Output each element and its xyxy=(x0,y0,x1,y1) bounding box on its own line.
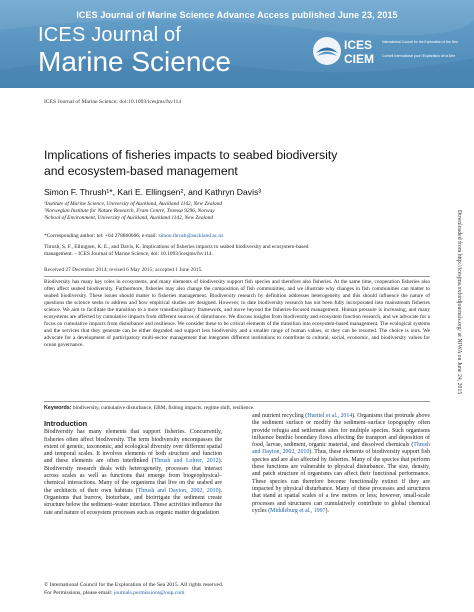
cite-as-line2: management. – ICES Journal of Marine Science, doi: 10.1093/icesjms/fsv114. xyxy=(44,251,213,257)
logo-ciem-text: CIEM xyxy=(344,52,374,66)
body-text: ). Biodiversity research deals with heterogeneity, processes that interact across scales as well as functions that emerge from biogeophysical–chemical interactions. Many of the organisms that live on the seabed are the architects of their own habitats ( xyxy=(44,458,222,494)
body-left-column xyxy=(44,420,222,517)
body-text: and nutrient recycling ( xyxy=(252,413,308,419)
ices-logo-icon xyxy=(312,36,342,66)
body-text: ). xyxy=(325,507,329,514)
cite-as-text xyxy=(44,244,414,258)
journal-title-line2: Marine Science xyxy=(38,46,231,77)
permissions-label: For Permissions, please email: xyxy=(44,589,114,596)
affiliation-3: ³School of Environment, University of Auckland, Auckland 1142, New Zealand xyxy=(44,215,214,221)
reference-link[interactable]: Thrush and Dayton, 2002, 2010 xyxy=(137,487,219,494)
affiliation-2: ²Norwegian Institute for Nature Research, Fram Centre, Tromsø 9296, Norway xyxy=(44,208,215,214)
reference-link[interactable]: Middleburg et al., 1997 xyxy=(270,507,326,514)
copyright-line: © International Council for the Exploration of the Sea 2015. All rights reserved. xyxy=(44,582,224,588)
logo-ices-text: ICES xyxy=(344,38,373,52)
journal-banner xyxy=(0,0,474,88)
author-list: Simon F. Thrush¹*, Kari E. Ellingsen², and Kathryn Davis³ xyxy=(44,187,262,197)
body-text: ). Organisms that protrude above the sediment surface or modify the sediment–surface topography often provide refugia and settlement sites for multiple species. Such organisms influence benthic boundary flows affecting the transport and deposition of food, larvae, sediment, organic material, and dissolved chemicals ( xyxy=(252,413,430,449)
body-text: ). Organisms that burrow, bioturbate, and bioirrigate the sediment create structure below the sediment–water interface. These activities influence the rate and nature of ecosystem processes such as organic matter degradation xyxy=(44,487,222,516)
affiliation-1: ¹Institute of Marine Science, University of Auckland, Auckland 1142, New Zealand xyxy=(44,201,223,207)
cite-as-line1: Thrush, S. F., Ellingsen, K. E., and Davis, K. Implications of fisheries impacts to seabed biodiversity and ecosystem-based xyxy=(44,244,309,250)
divider-bottom xyxy=(44,401,430,402)
reference-link[interactable]: Huettel et al., 2014 xyxy=(307,413,353,419)
continuation-paragraph xyxy=(252,413,430,515)
keywords-line xyxy=(44,405,255,411)
advance-access-line: ICES Journal of Marine Science Advance Access published June 23, 2015 xyxy=(76,10,398,20)
keywords-label: Keywords: xyxy=(44,405,72,411)
article-title-line1: Implications of fisheries impacts to seabed biodiversity xyxy=(44,148,338,162)
journal-title-line1: ICES Journal of xyxy=(38,24,182,46)
reference-link[interactable]: Thrush and Dayton, 2002, 2010 xyxy=(252,442,430,456)
corresponding-author-label: *Corresponding author: tel: +64 278860666; e-mail: xyxy=(44,233,159,239)
article-title-line2: and ecosystem-based management xyxy=(44,164,238,178)
download-side-note: Downloaded from http://icesjms.oxfordjournals.org/ at NIWA on June 24, 2015 xyxy=(456,210,462,395)
divider-top xyxy=(44,276,430,277)
corresponding-author xyxy=(44,233,223,239)
body-text: Biodiversity has many elements that support fisheries. Concurrently, fisheries often affect biodiversity. The term biodiversity encompasses the extent of genetic, taxonomic, and ecological diversity over different spatial and temporal scales. It involves elements of both structure and function and these elements are often interlinked ( xyxy=(44,429,222,465)
reference-link[interactable]: Thrush and Lohrer, 2012 xyxy=(153,458,219,465)
article-title xyxy=(44,147,414,179)
doi-citation-line: ICES Journal of Marine Science; doi:10.1093/icesjms/fsv114 xyxy=(44,99,182,105)
keywords-list: biodiversity, cumulative disturbance, EBM, fishing impacts, regime shift, resilience. xyxy=(71,405,255,411)
permissions-email-link[interactable]: journals.permissions@oup.com xyxy=(113,589,185,596)
logo-english-name: International Council for the Exploration of the Sea xyxy=(382,40,458,44)
abstract-text: Biodiversity has many key roles in ecosystems, and many elements of biodiversity support fish species and therefore also fisheries. At the same time, cooperation fisheries also often affect seabed biodiversity. Furthermore, fisheries may also change the composition of fish communities, and we illustrate why changes in fish communities can matter to seabed biodiversity. These issues should matter to fisheries management. Biodiversity research by definition addresses heterogeneity and this should influence the nature of questions the science seeks to address and how empirical studies are designed. However, to date biodiversity research has not been fully incorporated into mainstream fisheries science. We aim to facilitate the transition to a more transdisciplinary framework, and move beyond the fisheries-focused management. Human pressure is increasing, and many ecosystems are affected by cumulative impacts from different sources of disturbance. We discuss insights from biodiversity and ecosystem function research, and we advocate for a focus on cumulative impacts from disturbance and resilience. We consider these to be critical elements of the transition into ecosystem-based management. The ecological systems and the services that they generate can be either degraded and support less biodiversity and a smaller range of human values, or they can be resorted. The choice is ours. We advocate for a development of participatory multi-sector management that integrates different institutions to contribute to cultural, social, economic, and biodiversity values for ocean governance. xyxy=(44,279,430,348)
logo-french-name: Conseil International pour l'Exploration de la Mer xyxy=(382,54,456,58)
body-right-column xyxy=(252,413,430,515)
corresponding-email-link[interactable]: simon.thrush@auckland.ac.nz xyxy=(158,233,224,239)
body-text: ). Thus, these elements of biodiversity support fish species and are also affected by fisheries. Many of the species that perform these functions are vulnerable to physical disturbance. The size, density, and patch structure of organisms can affect their functional performance. These species can therefore become functionally extinct if they are impacted by physical disturbance. Many of these processes and structures that stand at spatial scales of a few metres or less; however, small-scale processes and structures can cumulatively contribute to global chemical cycles ( xyxy=(252,449,430,514)
copyright-footer xyxy=(44,582,223,597)
received-dates: Received 27 December 2014; revised 6 May 2015; accepted 1 June 2015. xyxy=(44,267,203,273)
introduction-heading: Introduction xyxy=(44,419,88,428)
introduction-paragraph xyxy=(44,429,222,517)
permissions-line xyxy=(44,590,223,598)
